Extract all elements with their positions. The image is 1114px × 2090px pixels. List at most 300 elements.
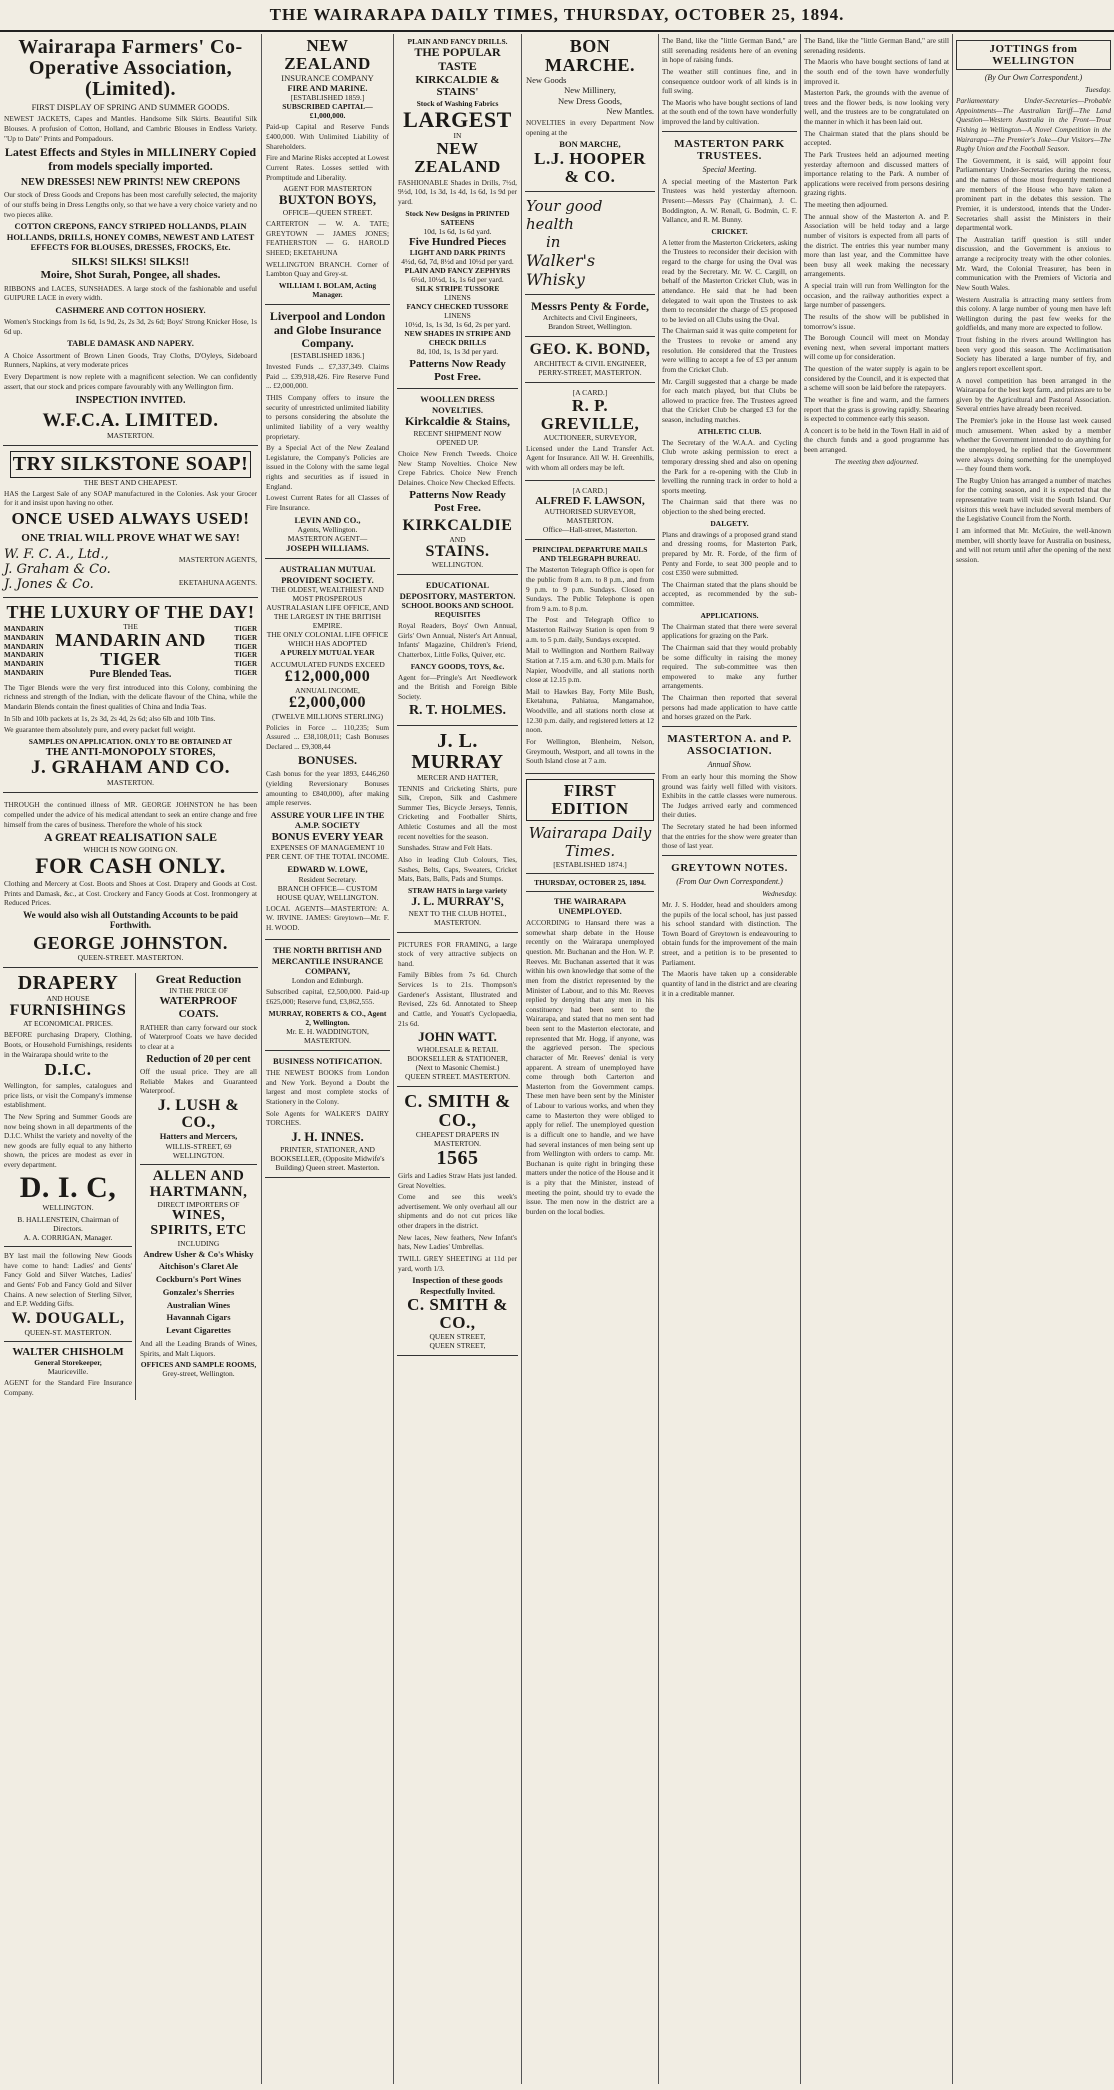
leading: And all the Leading Brands of Wines, Spirits, and Malt Liquors.	[140, 1338, 257, 1358]
cashmere-line: CASHMERE AND COTTON HOSIERY.	[55, 304, 206, 315]
editorial	[525, 776, 655, 1224]
murray-town: MASTERTON.	[433, 917, 482, 927]
penty-sub: Architects and Civil Engineers,	[542, 313, 638, 323]
meeting-end-1: The meeting then adjourned.	[804, 200, 888, 209]
greville-sub: AUCTIONEER, SURVEYOR,	[543, 432, 637, 442]
weather-note-2: The weather is fine and warm, and the farmers report that the grass is growing rapidly. Shearing is expected to commence early this season.	[804, 394, 949, 424]
johnston-ad	[3, 795, 258, 967]
mandarin-tiger-ad	[3, 600, 258, 793]
wfca-name: W.F.C.A. LIMITED.	[42, 409, 219, 431]
allen-column	[140, 973, 257, 1400]
athletic-heading: ATHLETIC CLUB.	[697, 426, 762, 436]
pictures: PICTURES FOR FRAMING, a large stock of very attractive subjects on hand.	[398, 939, 517, 968]
bolam: WILLIAM I. BOLAM, Acting Manager.	[278, 280, 377, 299]
weather-note: The weather still continues fine, and in consequence outdoor work of all kinds is in full swing.	[662, 66, 797, 96]
principal-title: PRINCIPAL DEPARTURE MAILS AND TELEGRAPH BUREAU.	[532, 545, 648, 564]
lush-addr: WILLIS-STREET, 69 WELLINGTON.	[165, 1141, 232, 1160]
nz-insurance-ad	[265, 34, 390, 305]
cottons-line: COTTON CREPONS, FANCY STRIPED HOLLANDS, PLAIN HOLLANDS, DRILLS, HONEY COMBS, NEWEST AND LATEST EFFECTS FOR BLOUSES, DRESSES, FROCKS, Etc.	[6, 221, 255, 252]
hooper-name: L.J. HOOPER & CO.	[534, 148, 646, 186]
bond-addr: PERRY-STREET, MASTERTON.	[538, 368, 642, 378]
tiger-list-2: TIGER	[234, 633, 257, 642]
walter-name: WALTER CHISHOLM	[12, 1345, 124, 1358]
moire-line: Moire, Shot Surah, Pongee, all shades.	[40, 268, 221, 281]
joseph-name: JOSEPH WILLIAMS.	[286, 542, 369, 553]
mandarin-list-1: MANDARIN	[4, 625, 44, 634]
greytown-body-2: The Maoris have taken up a considerable quantity of land in the district and are clearing it in a creditable manner.	[662, 969, 797, 998]
jottings-body-7: The Rugby Union has arranged a number of matches for the coming season, and it is expected that the representative team will visit the South Island. Our visitors this week have included several members of the Legislative Council from the North.	[956, 475, 1111, 524]
murray-addr: NEXT TO THE CLUB HOTEL,	[408, 908, 507, 918]
ginghams: 10½d, 1s, 1s 3d, 1s 6d, 2s per yard.	[404, 320, 511, 330]
reduction-title: Reduction of 20 per cent	[146, 1053, 251, 1065]
cricket-body-2: The Chairman said it was quite competent for the Trustees to revoke or amend any resolution. He considered that the Trustees were willing to accept a fee of £3 per annum from the Cricket Club.	[662, 326, 797, 374]
luxury-title: THE LUXURY OF THE DAY!	[6, 602, 255, 623]
dic-samples: Wellington, for samples, catalogues and price lists, or visit the Company's immense establishment.	[4, 1081, 132, 1110]
liverpool-body: THIS Company offers to insure the security of unrestricted unlimited liability to persons considering the absolute the unlimited liability of a very wealthy proprietary.	[266, 393, 389, 441]
expense: EXPENSES OF MANAGEMENT 10 PER CENT. OF THE TOTAL INCOME.	[266, 843, 389, 862]
buxton-name: BUXTON BOYS,	[278, 192, 377, 208]
every-dept-line: Every Department is now replete with a magnificent selection. We can confidently assert, that our stock and prices compare favourably with any Wellington firm.	[4, 372, 257, 391]
new-dress: New Dress Goods,	[558, 95, 622, 106]
agent-1: W. F. C. A., Ltd.,	[4, 547, 109, 563]
nz-title: NEW ZEALAND	[284, 36, 371, 73]
agent-3: J. Jones & Co.	[4, 577, 94, 593]
new-items: New laces, New feathers, New Infant's hats, New Ladies' Umbrellas.	[398, 1232, 517, 1252]
tiger-body: The Tiger Blends were the very first introduced into this Colony, combining the richness and strength of the Indian, with the delicate flavour of the China, while the Mandarin Blends contain the finest qualities of China and India Teas.	[4, 682, 257, 711]
script-line-1: Your good health	[526, 196, 603, 233]
levin-agents: Agents, Wellington.	[297, 524, 358, 534]
silkstone-title: TRY SILKSTONE SOAP!	[10, 451, 252, 478]
waterproof-title: WATERPROOF COATS.	[159, 995, 238, 1020]
column-4	[522, 34, 659, 2084]
watt-sub: WHOLESALE & RETAIL BOOKSELLER & STATIONER,	[407, 1045, 508, 1064]
penty-ad	[525, 297, 655, 338]
new-price: 8d, 10d, 1s, 1s 3d per yard.	[416, 347, 499, 357]
allen-name: ALLEN AND HARTMANN,	[149, 1167, 248, 1200]
five-price: 4½d, 6d, 7d, 8½d and 10½d per yard.	[401, 257, 514, 267]
family-bibles: Family Bibles from 7s 6d. Church Services 1s to 21s. Thompson's Gardener's Assistant, Illustrated and Revised, 22s 6d. Annotated to Sheep and Cattle, and Youatt's Cyclopaedia, 21s 6d.	[398, 970, 517, 1028]
column-1	[0, 34, 262, 2084]
kirk3-and: AND	[449, 534, 466, 544]
greville-body: Licensed under the Land Transfer Act. Agent for Insurance. All W. H. Greenhills, with whom all orders may be left.	[526, 443, 654, 473]
stains-name: STAINS.	[425, 542, 490, 560]
graham-town: MASTERTON.	[106, 778, 155, 788]
queen-1: QUEEN STREET,	[429, 1331, 486, 1341]
paper-est: [ESTABLISHED 1874.]	[553, 859, 627, 869]
kirk3-name: KIRKCALDIE	[402, 516, 513, 534]
cattle-body: The Chairman then reported that several persons had made application to have cattle and horses grazed on the Park.	[662, 693, 797, 722]
stock-designs: Stock New Designs in PRINTED SATEENS	[405, 208, 510, 227]
levin-name: LEVIN AND CO.,	[294, 514, 361, 525]
wfca-town: MASTERTON.	[106, 430, 155, 440]
smith-sub: CHEAPEST DRAPERS IN MASTERTON.	[415, 1129, 500, 1148]
mails-notice	[525, 542, 655, 774]
recent: RECENT SHIPMENT NOW OPENED UP.	[413, 428, 502, 447]
jottings-title: JOTTINGS from WELLINGTON	[956, 40, 1111, 70]
inspection-invited: Inspection of these goods Respectfully Invited.	[412, 1275, 503, 1296]
park-ground: Masterton Park, the grounds with the avenue of trees and the flower beds, is now looking very well, and the trustees are to be congratulated on the manner in which it has been laid out.	[804, 88, 949, 126]
samples: SAMPLES ON APPLICATION. ONLY TO BE OBTAINED AT	[28, 736, 233, 746]
kirkcaldie-name: KIRKCALDIE & STAINS'	[415, 73, 500, 99]
nz-agent: AGENT FOR MASTERTON	[283, 184, 372, 194]
new-mantles: New Mantles.	[606, 105, 654, 116]
rule-1565: 1565	[436, 1146, 479, 1169]
jottings-day: Tuesday.	[1084, 85, 1111, 94]
wine-item-5: Australian Wines	[166, 1299, 231, 1310]
lawson-ad	[525, 483, 655, 541]
yards: Girls and Ladies Straw Hats just landed. Great Novelties.	[398, 1170, 517, 1190]
george-addr: QUEEN-STREET. MASTERTON.	[77, 952, 184, 962]
dic-body: BEFORE purchasing Drapery, Clothing, Boots, or Household Furnishings, residents in the Wairarapa should write to the	[4, 1030, 132, 1059]
farmers-body: NEWEST JACKETS, Capes and Mantles. Handsome Silk Skirts. Beautiful Silk Blouses. A profusion of Cotton, Holland, and Cambric Blouses in Endless Variety. "Up to Date" Prints and Pompadours.	[4, 114, 257, 143]
economical: AT ECONOMICAL PRICES.	[23, 1019, 113, 1029]
athletic-body: The Secretary of the W.A.A. and Cycling Club wrote asking permission to erect a temporary dressing shed and also on opening the Park for a re-opening with the Club in levelling the running track in order to hold a sports meeting.	[662, 437, 797, 495]
dic-name: D.I.C.	[44, 1060, 92, 1080]
jottings-body-5: A novel competition has been arranged in the Wairarapa for the best kept farm, and prizes are to be given by the Agricultural and Pastoral Association. Several entries have already been received.	[956, 375, 1111, 414]
johnston-intro: THROUGH the continued illness of MR. GEORGE JOHNSTON he has been compelled under the advice of his medical attendant to seek an entire change and free himself from the cares of business. Therefore the whole of his stock	[4, 800, 257, 829]
mandarin-the: THE	[123, 622, 138, 632]
murray-also: Also in leading Club Colours, Ties, Sashes, Belts, Caps, Sweaters, Cricket Mats, Bats, Balls, Pads and Stumps.	[398, 854, 517, 884]
script-line-3: Walker's Whisky	[526, 250, 596, 289]
patterns-1: Patterns Now Ready Post Free.	[409, 358, 506, 383]
pure-teas: Pure Blended Teas.	[89, 669, 172, 681]
liverpool-special: By a Special Act of the New Zealand Legislature, the Company's Policies are issued in the Colony with the same legal rights and securities as if issued in England.	[266, 443, 389, 491]
tiger-list-6: TIGER	[234, 668, 257, 677]
agent-2: J. Graham & Co.	[4, 562, 111, 578]
dalgety-body: Plans and drawings of a proposed grand stand and dressing rooms, for Masterton Park, prepared by Mr. R. Forde, of the firm of Penty and Forde, to seat 300 people and to cost £350 were submitted.	[662, 529, 797, 578]
hose-line: Women's Stockings from 1s 6d, 1s 9d, 2s, 2s 3d, 2s 6d; Boys' Strong Knicker Hose, 1s 6d up.	[4, 317, 257, 336]
bonus-body: Cash bonus for the year 1893, £446,260 (yielding Reversionary Bonuses amounting to £840,000), after making ample reserves.	[266, 769, 389, 808]
paper-name: Wairarapa Daily Times.	[528, 823, 652, 860]
agent-for: Agent for—Pringle's Art Needlework and the British and Foreign Bible Society.	[398, 672, 517, 701]
corrigan: A. A. CORRIGAN, Manager.	[23, 1233, 113, 1243]
agents-town-2: EKETAHUNA AGENTS.	[178, 578, 257, 588]
dalgety-body-2: The Chairman stated that the plans should be accepted, as recommended by the sub-committee.	[662, 579, 797, 608]
wine-item-3: Cockburn's Port Wines	[155, 1274, 242, 1285]
allen-sub: DIRECT IMPORTERS OF	[157, 1200, 240, 1210]
council-note: The Borough Council will meet on Monday evening next, when several important matters will come up for consideration.	[804, 333, 949, 362]
jottings-body-4: Trout fishing in the rivers around Wellington has been very good this season. The Acclimatisation Society has liberated a large number of fry, and anglers report excellent sport.	[956, 335, 1111, 373]
patterns-2: Patterns Now Ready Post Free.	[409, 489, 506, 515]
millinery-line: Latest Effects and Styles in MILLINERY Copied from models specially imported.	[4, 145, 257, 174]
branch: BRANCH OFFICE— CUSTOM HOUSE QUAY, WELLINGTON.	[276, 883, 379, 902]
choice-line: A Choice Assortment of Brown Linen Goods, Tray Cloths, D'Oyleys, Sideboard Runners, Napkins, at very moderate prices	[4, 350, 257, 370]
agents-town-1: MASTERTON AGENTS,	[178, 555, 257, 565]
nz-est: [ESTABLISHED 1859.]	[290, 93, 365, 103]
mandarin-list-2: MANDARIN	[4, 633, 44, 642]
plain-fancy: PLAIN AND FANCY ZEPHYRS	[404, 266, 511, 276]
column-5	[659, 34, 801, 2084]
first-edition: FIRST EDITION	[526, 779, 654, 821]
plain-price: 6½d, 10½d, 1s, 1s 6d per yard.	[411, 275, 504, 285]
plain-drills: PLAIN AND FANCY DRILLS.	[407, 37, 508, 46]
band-2: The Band, like the "little German Band," are still serenading residents.	[804, 36, 949, 55]
school-title: SCHOOL BOOKS AND SCHOOL REQUISITES	[401, 601, 514, 620]
novelty-line: NEW DRESSES! NEW PRINTS! NEW CREPONS	[20, 176, 241, 188]
dic-new: The New Spring and Summer Goods are now being shown in all departments of the D.I.C. Whilst the variety and novelty of the new goods are fully equal to any hitherto shown, the prices are modest as ever in every department.	[4, 1111, 132, 1170]
nz-body: Paid-up Capital and Reserve Funds £400,000. With Unlimited Liability of Shareholders.	[266, 122, 389, 151]
holmes-ad	[397, 577, 518, 725]
mandarin-title: MANDARIN AND TIGER	[55, 630, 206, 670]
athletic-body-2: The Chairman said that there was no objection to the shed being erected.	[662, 497, 797, 516]
wine-item-7: Levant Cigarettes	[166, 1325, 231, 1336]
fancy-sub: LINENS	[444, 311, 471, 321]
nz-sub: INSURANCE COMPANY	[281, 72, 374, 83]
tiger-list-5: TIGER	[234, 660, 257, 669]
innes-name: J. H. INNES.	[291, 1128, 364, 1144]
nb-town: London and Edinburgh.	[291, 976, 364, 986]
murray-sub: MERCER AND HATTER,	[416, 772, 499, 782]
column-6	[801, 34, 953, 2084]
new-shades: NEW SHADES IN STRIPE AND CHECK DRILLS	[404, 329, 511, 348]
watt-st: QUEEN STREET. MASTERTON.	[404, 1072, 511, 1082]
business-title: BUSINESS NOTIFICATION.	[273, 1055, 382, 1066]
silk-sub: LINENS	[444, 293, 471, 303]
water-note: The question of the water supply is again to be considered by the Council, and it is expected that a scheme will soon be laid before the ratepayers.	[804, 364, 949, 393]
card-label-2: [A CARD.]	[572, 485, 608, 495]
chairman-note: The Chairman stated that the plans should be accepted.	[804, 128, 949, 148]
reduction-body: Off the usual price. They are all Reliable Makes and Guaranteed Waterproof.	[140, 1067, 257, 1096]
queen-2: QUEEN STREET,	[429, 1340, 486, 1350]
hiddleston: Mr. E. H. WADDINGTON, MASTERTON.	[286, 1026, 369, 1045]
walter-town: Mauriceville.	[47, 1367, 89, 1377]
murray-ad	[397, 728, 518, 933]
maoris-note: The Maoris who have bought sections of land at the south end of the town have wonderfully improved the land by cultivation.	[662, 97, 797, 126]
grey-st: Grey-street, Wellington.	[162, 1369, 235, 1379]
wgtn-branch: WELLINGTON BRANCH. Corner of Lambton Quay and Grey-st.	[266, 259, 389, 279]
maoris-2: The Maoris who have bought sections of land at the south end of the town have wonderfully improved it.	[804, 57, 949, 86]
woollen-title: WOOLLEN DRESS NOVELTIES.	[420, 394, 495, 415]
amp-oldest: THE OLDEST, WEALTHIEST AND MOST PROSPEROUS	[271, 585, 384, 604]
twill: TWILL GREY SHEETING at 11d per yard, worth 1/3.	[398, 1253, 517, 1273]
masterton-post: The Post and Telegraph Office to Masterton Railway Station is open from 9 a.m. to 5 p.m. daily, Sundays excepted.	[526, 615, 654, 644]
dougall-addr: QUEEN-ST. MASTERTON.	[24, 1327, 112, 1337]
jottings-body-3: Western Australia is attracting many settlers from this colony. A large number of young men have left Wellington during the past few weeks for the goldfields, and many more are expected to follow.	[956, 294, 1111, 333]
silk-stripe: SILK STRIPE TUSSORE	[415, 284, 500, 294]
edward-name: EDWARD W. LOWE,	[287, 864, 368, 875]
murray-roberts: MURRAY, ROBERTS & CO., Agent 2, Wellington.	[268, 1008, 387, 1027]
lawson-office: Office—Hall-street, Masterton.	[542, 525, 638, 535]
local-agents: LOCAL AGENTS—MASTERTON: A. W. IRVINE. JAMES: Greytown—Mr. F. H. WOOD.	[266, 903, 389, 932]
amp-ad	[265, 561, 390, 940]
wine-item-2: Aitchison's Claret Ale	[158, 1261, 239, 1272]
agent-note: AGENT for the Standard Fire Insurance Company.	[4, 1378, 132, 1397]
stock-text: Our stock of Dress Goods and Crepons has been most carefully selected, the majority of our stuffs being in Dress Lengths only, so that we have a very choice variety and no two pieces alike.	[4, 190, 257, 219]
income-value: £2,000,000	[289, 693, 366, 711]
innes-sub: PRINTER, STATIONER, AND BOOKSELLER, (Opposite Midwife's Building) Queen street. Masterton.	[270, 1144, 385, 1172]
one-trial: ONE TRIAL WILL PROVE WHAT WE SAY!	[21, 531, 240, 544]
parks-note: The Park Trustees held an adjourned meeting yesterday afternoon and discussed matters of importance relating to the Park. A number of applications were received from persons desiring grazing rights.	[804, 149, 949, 198]
fancy-goods: FANCY GOODS, TOYS, &c.	[410, 661, 505, 671]
unemployed-title: THE WAIRARAPA UNEMPLOYED.	[553, 895, 627, 916]
accum-value: £12,000,000	[284, 668, 371, 686]
amp-inst: AUSTRALASIAN LIFE OFFICE, AND THE LARGEST IN THE BRITISH EMPIRE.	[266, 603, 389, 631]
lead-article: ACCORDING to Hansard there was a somewhat sharp debate in the House recently on the Wairarapa unemployed question. Mr. Buchanan and the Hon. W. P. Reeves. Mr. Buchanan asserted that it was within his own knowledge that some of the men from the district represented by the Minister of Labour, and to this Mr. Reeves replied by denying that any men in his constituency had been sent to the Wairarapa, and stated that no men sent had been sent to the Masterton electorate, and represented that Mr. Hogg, if anyone, was the aggrieved person. The specious character of Mr. Reeves' denial is very apparent. A stream of unemployed have come through both Carterton and Masterton from the Government camps. These men have been sent by the Minister of Labour to various works, and when they came to Masterton they were obliged to apply for relief. The unemployed question is a difficult one to handle, and we have had several instances of men being sent up from Wellington with orders to camp. Mr. Buchanan is quite right in bringing these matters under the notice of the House and it is a pity that the Minister, instead of meeting the point, should try to evade the issue. The men now in the district are a burden on the local bodies.	[526, 918, 654, 1216]
nb-capital: Subscribed capital, £2,500,000. Paid-up £625,000; Reserve fund, £3,862,555.	[266, 987, 389, 1007]
smith-ad	[397, 1089, 518, 1355]
nb-title: THE NORTH BRITISH AND MERCANTILE INSURANCE COMPANY,	[271, 945, 384, 977]
policies: Policies in Force ... 110,235; Sum Assured ... £38,108,011; Cash Bonuses Declared ... £9,308,44	[266, 722, 389, 751]
george-name: GEORGE JOHNSTON.	[33, 932, 228, 953]
hallenstein: B. HALLENSTEIN, Chairman of Directors.	[17, 1215, 119, 1234]
stock-label: Stock of Washing Fabrics	[416, 98, 499, 108]
in-label: IN	[453, 130, 462, 140]
new-zealand: NEW ZEALAND	[414, 138, 501, 176]
dic-big: D. I. C,	[19, 1170, 117, 1204]
smith2-name: C. SMITH & CO.,	[407, 1294, 508, 1332]
special-meeting: Special Meeting.	[702, 164, 757, 174]
penty-name: Messrs Penty & Forde,	[531, 298, 649, 313]
column-3	[394, 34, 522, 2084]
kirk3-town: WELLINGTON.	[431, 560, 484, 570]
jottings-sub: (By Our Own Correspondent.)	[984, 73, 1083, 82]
educational: EDUCATIONAL DEPOSITORY, MASTERTON.	[399, 580, 516, 601]
tea-prices: In 5lb and 10lb packets at 1s, 2s 3d, 2s 4d, 2s 6d; also 6lb and 10lb Tins.	[4, 713, 216, 723]
holmes-name: R. T. HOLMES.	[408, 703, 507, 719]
silkstone-body: HAS the Largest Sale of any SOAP manufactured in the Colonies. Ask your Grocer for it and insist upon having no other.	[4, 488, 257, 508]
five-sub: LIGHT AND DARK PRINTS	[409, 248, 506, 258]
ap-body: From an early hour this morning the Show ground was fairly well filled with visitors. Exhibits in the cattle classes were numerous. The Judges arrived early and commenced their duties.	[662, 771, 797, 820]
greville-ad	[525, 385, 655, 481]
bonus-every: BONUS EVERY YEAR	[271, 830, 384, 843]
mails-body: The Masterton Telegraph Office is open for the public from 8 a.m. to 8 p.m., and from 9 p.m. to 9 p.m. Sundays. Closed on Sundays. The Public Telephone is open from 9 a.m. to 8 p.m.	[526, 565, 654, 613]
walkers-ad	[525, 194, 655, 295]
bottom-left-ads	[3, 970, 258, 1405]
results-note: The results of the show will be published in tomorrow's issue.	[804, 311, 949, 331]
shed-body: The Chairman said that they would probably be some difficulty in raising the money required. The sub-committee was then empowered to make any further arrangements.	[662, 642, 797, 691]
silks-line: SILKS! SILKS! SILKS!!	[71, 256, 190, 269]
applications-heading: APPLICATIONS.	[700, 610, 759, 620]
bond-name: GEO. K. BOND,	[529, 341, 651, 359]
amp-profit: THE ONLY COLONIAL LIFE OFFICE WHICH HAS ADOPTED	[266, 630, 389, 649]
sub-agents: CARTERTON — W. A. TATE; GREYTOWN — JAMES JONES; FEATHERSTON — G. HAROLD SHEED; EKETAHUNA	[266, 219, 389, 257]
cricket-body: A letter from the Masterton Cricketers, asking the Trustees to reconsider their decision with regard to the charge for using the Oval was read by the Secretary. Mr. W. C. Cargill, on behalf of the Masterton Cricket Club, was in attendance. He said that he had been delegated to wait upon the Trustees to ask them to reconsider the charge of £5 proposed to be levied on all Clubs using the Oval.	[662, 237, 797, 324]
dougall-body: BY last mail the following New Goods have come to hand: Ladies' and Gents' Fancy Gold and Silver Watches, Ladies' and Gents' Fob and Fancy Gold and Silver Chains. A new selection of Sterling Silver, and E.P. Wedding Gifts.	[4, 1251, 132, 1309]
lawson-sub: AUTHORISED SURVEYOR,	[544, 507, 636, 517]
income-note: (TWELVE MILLIONS STERLING)	[272, 711, 383, 721]
designs-price: 10d, 1s 6d, 1s 6d yard.	[423, 226, 492, 236]
masthead: THE WAIRARAPA DAILY TIMES, THURSDAY, OCTOBER 25, 1894.	[0, 0, 1114, 32]
jottings-body-2: The Australian tariff question is still under discussion, and the Government is anxious to arrange a reciprocity treaty with the other colonies. Mr. Ward, the Colonial Treasurer, has been in communication with the Premiers of Victoria and New South Wales.	[956, 234, 1111, 292]
nz-capital: SUBSCRIBED CAPITAL—£1,000,000.	[282, 102, 373, 121]
column-7	[953, 34, 1114, 2084]
fancy-checked: FANCY CHECKED TUSSORE	[406, 302, 509, 312]
special-announcement: Great Reduction	[155, 971, 242, 986]
coming: Come and see this week's advertisement. We only overhaul all our shipments and do not cut prices like other drapers in the district.	[398, 1192, 517, 1231]
nz-marine: Fire and Marine Risks accepted at Lowest Current Rates. Losses settled with Promptitude and Liberality.	[266, 153, 389, 182]
liverpool-est: [ESTABLISHED 1836.]	[290, 351, 365, 361]
greytown-sub: (From Our Own Correspondent.)	[676, 876, 783, 886]
amp-title: AUSTRALIAN MUTUAL PROVIDENT SOCIETY.	[279, 564, 376, 585]
clearing-list: Clothing and Mercery at Cost. Boots and Shoes at Cost. Drapery and Goods at Cost. Prints and Damask, &c., at Cost. Crockery and Fancy Goods at Cost. Ironmongery at Reduced Prices.	[4, 879, 257, 908]
innes-ad	[265, 1053, 390, 1178]
cash-only: FOR CASH ONLY.	[35, 853, 226, 878]
largest: LARGEST	[403, 106, 512, 132]
tiger-list-1: TIGER	[234, 625, 257, 634]
mandarin-list-6: MANDARIN	[4, 668, 44, 677]
murray-body: TENNIS and Cricketing Shirts, pure Silk, Crepon, Silk and Cashmere Summer Ties, Bicycle Jerseys, Tennis, Cricketing and Footballer Shirts, Athletic Costumes and all the most recent novelties for the season.	[398, 783, 517, 841]
choice-list: Choice New French Tweeds. Choice New Stamp Novelties. Choice New Crepe Fabrics. Choice New French Delaines. Choice New Checked Effects.	[398, 448, 517, 487]
mail-body: Mail to Wellington and Northern Railway Station at 7.15 a.m. and 6.30 p.m. Mails for Napier, Woodville, and all stations north close at 12.15 p.m.	[526, 646, 654, 685]
farmers-sub: FIRST DISPLAY OF SPRING AND SUMMER GOODS.	[31, 102, 230, 112]
now-on: WHICH IS NOW GOING ON.	[83, 845, 178, 854]
nz-fire: FIRE AND MARINE.	[287, 83, 368, 94]
ap-secretary: The Secretary stated he had been informed that the entries for the show were greater than those of last year.	[662, 822, 797, 851]
bon-marche-title: BON MARCHE.	[545, 36, 635, 75]
including: INCLUDING	[177, 1238, 220, 1248]
tiger-list-3: TIGER	[234, 642, 257, 651]
wine-item-6: Havannah Cigars	[166, 1312, 231, 1323]
jottings-topics: Parliamentary Under-Secretaries—Probable Appointments—The Australian Tariff—The Land Question—Western Australia in the Front—Trout Fishing in Wellington—A Novel Competition in the Wairarapa—The Premier's Joke—Our Visitors—The Rugby Union and the Football Season.	[956, 96, 1111, 154]
once-used: ONCE USED ALWAYS USED!	[11, 508, 250, 528]
wine-item-1: Andrew Usher & Co's Whisky	[143, 1248, 254, 1259]
meeting-end-2: The meeting then adjourned.	[834, 456, 919, 466]
farmers-coop-ad	[3, 34, 258, 446]
liverpool-funds: Invested Funds ... £7,337,349. Claims Paid ... £39,918,426. Fire Reserve Fund ... £2,000,000.	[266, 362, 389, 391]
clearing-title: A GREAT REALISATION SALE	[43, 830, 218, 845]
dic-town: WELLINGTON.	[42, 1203, 94, 1213]
meeting-body: A special meeting of the Masterton Park Trustees was held yesterday afternoon. Present:—Messrs Pay (Chairman), J. C. Boddington, A. W. Renall, G. Bodmin, C. F. Vallance, and R. M. Bunny.	[662, 176, 797, 225]
wine-item-4: Gonzalez's Sherries	[162, 1286, 235, 1297]
cricket-body-3: Mr. Cargill suggested that a charge be made for each match played, but that Clubs be allowed to practice free. The Trustees agreed that the Cricket Club be charged £3 for the season, including matches.	[662, 376, 797, 424]
watt-addr: (Next to Masonic Chemist.)	[415, 1063, 500, 1073]
woollen-ad	[397, 391, 518, 575]
bon2: BON MARCHE,	[559, 139, 621, 150]
bon-marche-ad	[525, 34, 655, 192]
greytown-body: Mr. J. S. Hodder, head and shoulders among the pupils of the local school, has just passed his school standard with distinction. The Town Board of Greytown is endeavouring to obtain funds for the improvement of the main street, and a petition is to be presented to Parliament.	[662, 899, 797, 967]
more2: For Wellington, Blenheim, Nelson, Greymouth, Westport, and all towns in the South Island close at 7 a.m.	[526, 736, 654, 766]
lawson-name: ALFRED F. LAWSON,	[535, 494, 645, 507]
watt-name: JOHN WATT.	[418, 1029, 497, 1045]
silkstone-ad	[3, 448, 258, 599]
cricket-heading: CRICKET.	[711, 226, 748, 236]
show-body: The annual show of the Masterton A. and P. Association will be held today and a large number of visitors is expected from all parts of the district. The entries this year number many more than last year, and the Committee have been busy all week making the necessary arrangements.	[804, 211, 949, 279]
date-line: THURSDAY, OCTOBER 25, 1894.	[534, 877, 646, 887]
lush-sub: Hatters and Mercers,	[159, 1131, 238, 1142]
buxton-addr: OFFICE—QUEEN STREET.	[282, 208, 373, 218]
jottings-body-8: I am informed that Mr. McGuire, the well-known member, will shortly leave for Australia on business, and will not return until after the opening of the next session.	[956, 525, 1111, 564]
liverpool-ad	[265, 307, 390, 559]
straw-hats: STRAW HATS in large variety	[408, 885, 507, 895]
new-millinery: New Millinery,	[564, 85, 616, 96]
more-body: Mail to Hawkes Bay, Forty Mile Bush, Eketahuna, Pahiatua, Mangamahoe, Woodville, and all stations north close at 12.30 p.m. daily, and registered letters at 12 noon.	[526, 686, 654, 735]
bond-sub: ARCHITECT & CIVIL ENGINEER,	[533, 359, 647, 369]
fash-drills: FASHIONABLE Shades in Drills, 7½d, 9½d, 10d, 1s 3d, 1s 4d, 1s 6d, 1s 9d per yard.	[398, 177, 517, 206]
sunshade: Sunshades. Straw and Felt Hats.	[398, 843, 493, 853]
ribbons-line: RIBBONS and LACES, SUNSHADES. A large stock of the fashionable and useful GUIPURE LACE in every width.	[4, 283, 257, 303]
new-goods: New Goods	[526, 74, 567, 85]
card-label-1: [A CARD.]	[572, 388, 608, 398]
tiger-list-4: TIGER	[234, 651, 257, 660]
greville-name: R. P. GREVILLE,	[540, 396, 640, 433]
column-2	[262, 34, 394, 2084]
liverpool-title: Liverpool and London and Globe Insurance Company.	[269, 308, 386, 351]
bond-ad	[525, 339, 655, 383]
masterton-agent: MASTERTON AGENT—	[287, 533, 368, 543]
silkstone-sub: THE BEST AND CHEAPEST.	[83, 477, 178, 487]
farmers-title: Wairarapa Farmers' Co-Operative Association, (Limited).	[18, 36, 243, 100]
applications-body: The Chairman stated that there were several applications for grazing on the Park.	[662, 621, 797, 641]
penty-addr: Brandon Street, Wellington.	[548, 322, 632, 332]
watt-ad	[397, 935, 518, 1088]
graham-name: J. GRAHAM AND CO.	[30, 757, 231, 779]
greytown-title: GREYTOWN NOTES.	[671, 861, 788, 874]
accum-label: ACCUMULATED FUNDS EXCEED	[270, 660, 385, 670]
murray2-name: J. L. MURRAY'S,	[411, 893, 504, 908]
kirk2-name: Kirkcaldie & Stains,	[404, 414, 510, 429]
lush-name: J. LUSH & CO.,	[157, 1096, 240, 1131]
in-price: IN THE PRICE OF	[169, 986, 228, 996]
